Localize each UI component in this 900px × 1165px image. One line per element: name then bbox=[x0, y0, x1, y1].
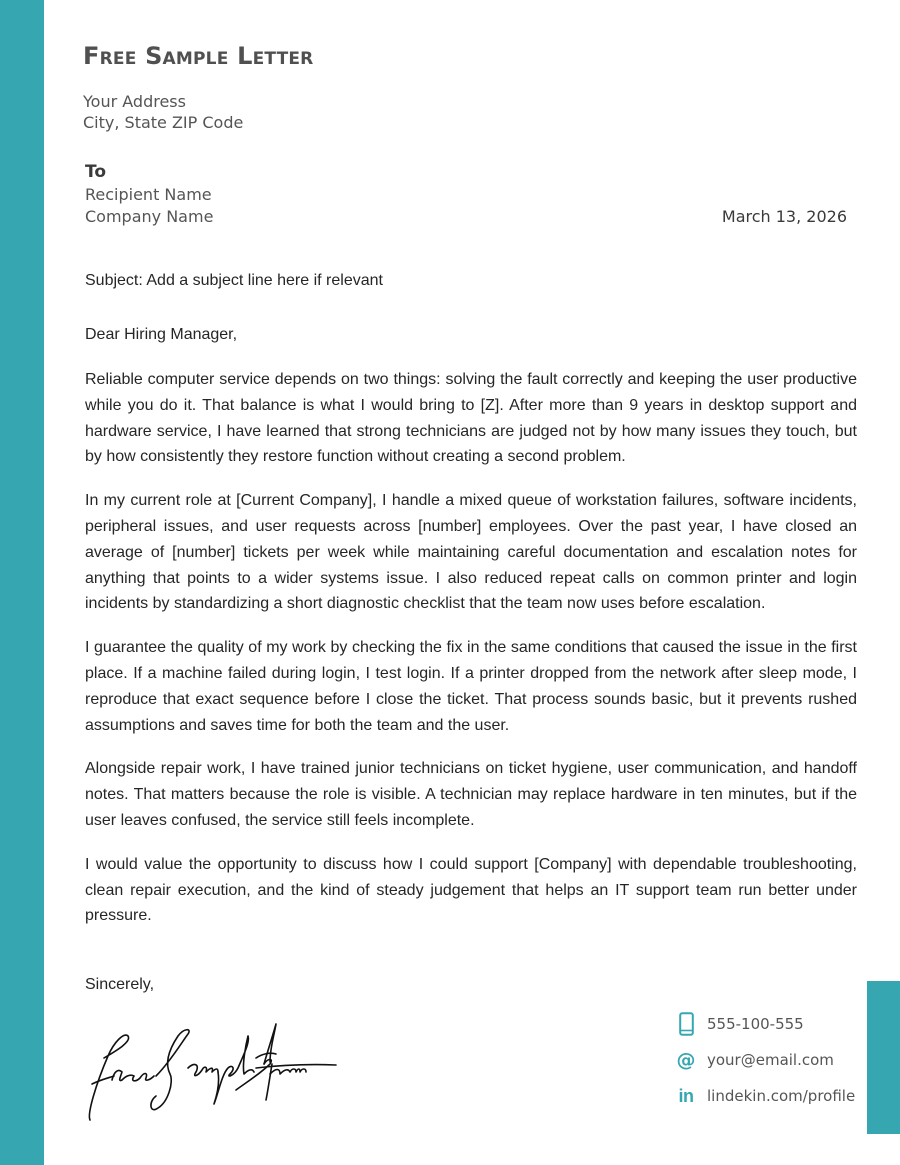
email-address[interactable]: your@email.com bbox=[707, 1051, 834, 1069]
subject-line: Subject: Add a subject line here if relevant bbox=[85, 272, 383, 289]
sender-address-line2: City, State ZIP Code bbox=[83, 113, 244, 132]
contact-email-row bbox=[676, 1042, 861, 1078]
body-paragraph-4: Alongside repair work, I have trained junior technicians on ticket hygiene, user communication, and handoff notes. That matters because the role is visible. A technician may replace hardware in ten minutes, but if the user leaves confused, the service still feels incomplete. bbox=[85, 760, 857, 829]
closing: Sincerely, bbox=[85, 976, 155, 993]
contact-block bbox=[676, 1006, 861, 1114]
sender-address bbox=[83, 91, 243, 133]
at-icon: @ bbox=[676, 1049, 696, 1071]
contact-linkedin-row bbox=[676, 1078, 861, 1114]
letter-date: March 13, 2026 bbox=[721, 207, 847, 226]
linkedin-icon: in bbox=[678, 1085, 694, 1106]
body-paragraph-2: In my current role at [Current Company], I handle a mixed queue of workstation failures, software incidents, peripheral issues, and user requests across [number] employees. Over the past year, I have closed an average of [number] tickets per week while maintaining careful documentation and escalation notes for anything that points to a wider systems issue. I also reduced repeat calls on common printer and login incidents by standardizing a short diagnostic checklist that the team now uses before escalation. bbox=[85, 492, 857, 613]
recipient-heading: To bbox=[85, 162, 107, 182]
left-accent-bar bbox=[0, 0, 44, 1165]
phone-icon bbox=[676, 1011, 696, 1037]
body-paragraph-1: Reliable computer service depends on two things: solving the fault correctly and keeping the user productive while you do it. That balance is what I would bring to [Z]. After more than 9 years in desktop support and hardware service, I have learned that strong technicians are judged not by how many issues they touch, but by how consistently they restore function without creating a second problem. bbox=[85, 371, 857, 466]
letter-title: Free Sample Letter bbox=[83, 42, 314, 70]
sender-address-line1: Your Address bbox=[83, 92, 186, 111]
linkedin-profile-link[interactable]: lindekin.com/profile bbox=[707, 1087, 856, 1105]
greeting: Dear Hiring Manager, bbox=[85, 326, 238, 343]
body-paragraph-5: I would value the opportunity to discuss how I could support [Company] with dependable troubleshooting, clean repair execution, and the kind of steady judgement that helps an IT support team run better under pressure. bbox=[85, 855, 857, 925]
phone-number[interactable]: 555-100-555 bbox=[707, 1015, 804, 1033]
recipient-name: Recipient Name bbox=[85, 185, 212, 204]
contact-phone-row bbox=[676, 1006, 861, 1042]
body-paragraph-3: I guarantee the quality of my work by checking the fix in the same conditions that caused the issue in the first place. If a machine failed during login, I test login. If a printer dropped from the network after sleep mode, I reproduce that exact sequence before I close the ticket. That process sounds basic, but it prevents rushed assumptions and saves time for both the team and the user. bbox=[85, 639, 857, 734]
recipient-block bbox=[85, 184, 213, 228]
right-accent-block bbox=[867, 981, 900, 1134]
recipient-company: Company Name bbox=[85, 207, 214, 226]
letter-body bbox=[85, 367, 857, 947]
handwritten-signature bbox=[84, 1018, 339, 1130]
